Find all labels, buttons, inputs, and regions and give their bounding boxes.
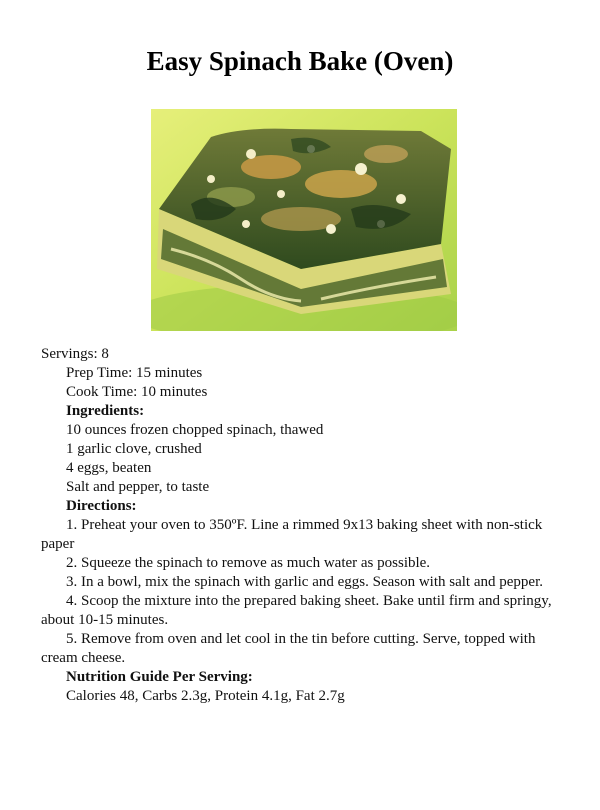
ingredients-heading: Ingredients: — [66, 403, 145, 419]
page-title: Easy Spinach Bake (Oven) — [146, 46, 454, 76]
recipe-body — [41, 345, 561, 706]
cook-time: Cook Time: 10 minutes — [66, 384, 208, 400]
direction-step: 5. Remove from oven and let cool in the tin before cutting. Serve, topped with cream cheese. — [41, 631, 536, 666]
ingredient-item: 1 garlic clove, crushed — [66, 441, 202, 457]
servings: Servings: 8 — [41, 346, 109, 362]
ingredient-item: 4 eggs, beaten — [66, 460, 152, 476]
direction-step: 3. In a bowl, mix the spinach with garlic and eggs. Season with salt and pepper. — [66, 574, 543, 590]
ingredient-item: Salt and pepper, to taste — [66, 479, 210, 495]
prep-time: Prep Time: 15 minutes — [66, 365, 203, 381]
spinach-bake-photo — [151, 109, 457, 331]
direction-step: 1. Preheat your oven to 350ºF. Line a rimmed 9x13 baking sheet with non-stick paper — [41, 517, 543, 552]
direction-step: 4. Scoop the mixture into the prepared baking sheet. Bake until firm and springy, about 10-15 minutes. — [41, 593, 552, 628]
directions-heading: Directions: — [66, 498, 137, 514]
nutrition-facts: Calories 48, Carbs 2.3g, Protein 4.1g, Fat 2.7g — [66, 688, 345, 704]
direction-step: 2. Squeeze the spinach to remove as much water as possible. — [66, 555, 431, 571]
ingredient-item: 10 ounces frozen chopped spinach, thawed — [66, 422, 324, 438]
nutrition-heading: Nutrition Guide Per Serving: — [66, 669, 253, 685]
